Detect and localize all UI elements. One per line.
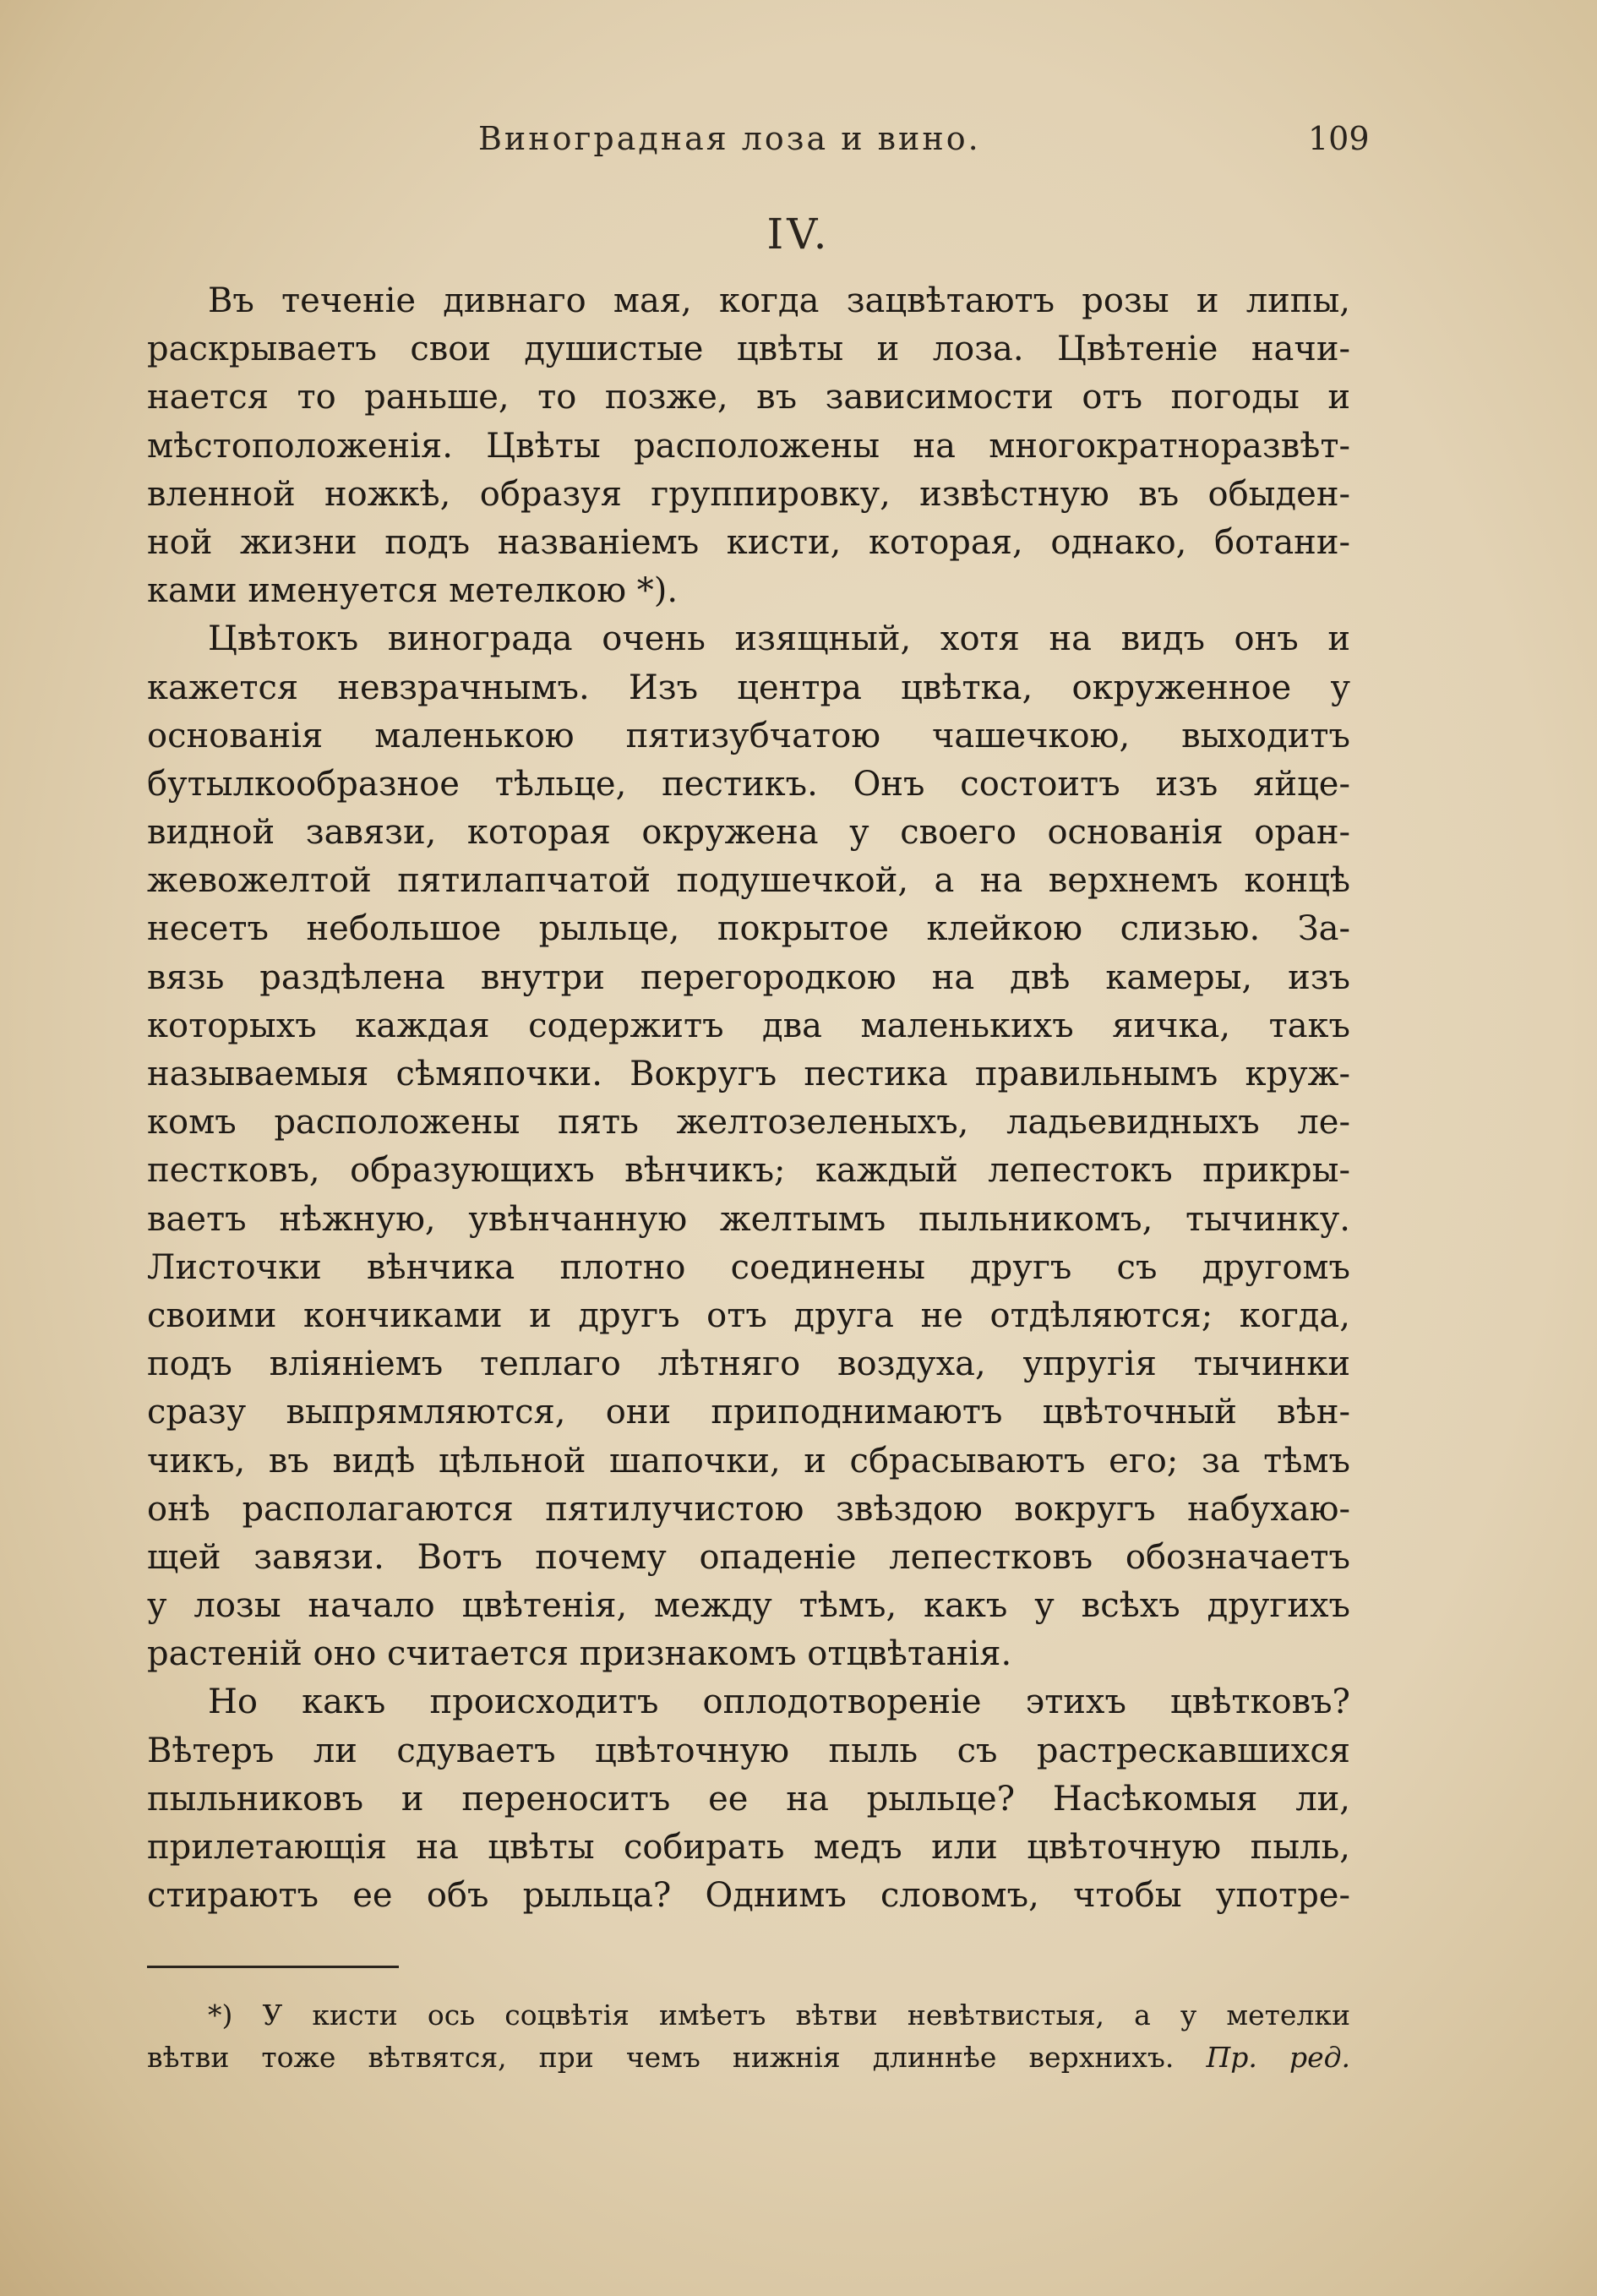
text-line: называемыя сѣмяпочки. Вокругъ пестика правильнымъ круж- <box>147 1055 1350 1093</box>
section-heading: IV. <box>766 210 831 259</box>
footnote-divider <box>147 1966 399 1968</box>
text-line: бутылкообразное тѣльце, пестикъ. Онъ состоитъ изъ яйце- <box>147 764 1350 804</box>
text-line: нается то раньше, то позже, въ зависимости отъ погоды и <box>147 378 1350 417</box>
text-line: кажется невзрачнымъ. Изъ центра цвѣтка, окруженное у <box>147 668 1350 707</box>
text-line: прилетающія на цвѣты собирать медъ или цвѣточную пыль, <box>147 1828 1350 1867</box>
text-line: вязь раздѣлена внутри перегородкою на двѣ камеры, изъ <box>147 957 1350 997</box>
text-line: Вѣтеръ ли сдуваетъ цвѣточную пыль съ растрескавшихся <box>147 1731 1350 1770</box>
text-line: которыхъ каждая содержитъ два маленькихъ яичка, такъ <box>147 1006 1350 1045</box>
text-line: пестковъ, образующихъ вѣнчикъ; каждый лепестокъ прикры- <box>147 1151 1350 1191</box>
text-line: ваетъ нѣжную, увѣнчанную желтымъ пыльникомъ, тычинку. <box>147 1199 1350 1239</box>
text-line: ной жизни подъ названіемъ кисти, которая, однако, ботани- <box>147 522 1350 562</box>
text-line: Цвѣтокъ винограда очень изящный, хотя на видъ онъ и <box>208 619 1350 659</box>
footnote <box>147 1994 1350 2079</box>
editor-credit: Пр. ред. <box>1206 2041 1350 2074</box>
text-line: видной завязи, которая окружена у своего основанія оран- <box>147 813 1350 853</box>
text-line: щей завязи. Вотъ почему опаденіе лепестковъ обозначаетъ <box>147 1537 1350 1577</box>
text-line: основанія маленькою пятизубчатою чашечкою, выходитъ <box>147 716 1350 755</box>
text-line: сразу выпрямляются, они приподнимаютъ цвѣточный вѣн- <box>147 1393 1350 1432</box>
footnote-text: вѣтви тоже вѣтвятся, при чемъ нижнія длиннѣе верхнихъ. <box>147 2041 1175 2074</box>
text-line: пыльниковъ и переноситъ ее на рыльце? Насѣкомыя ли, <box>147 1779 1350 1819</box>
text-line: вленной ножкѣ, образуя группировку, извѣстную въ обыден- <box>147 474 1350 514</box>
text-line: растеній оно считается признакомъ отцвѣтанія. <box>147 1634 1012 1674</box>
body-text <box>147 277 1350 1920</box>
text-line: Листочки вѣнчика плотно соединены другъ съ другомъ <box>147 1247 1350 1287</box>
running-title: Виноградная лоза и вино. <box>478 120 981 157</box>
text-line: несетъ небольшое рыльце, покрытое клейкою слизью. За- <box>147 909 1350 949</box>
text-line: Въ теченіе дивнаго мая, когда зацвѣтаютъ розы и липы, <box>208 281 1350 320</box>
text-line: комъ расположены пять желтозеленыхъ, ладьевидныхъ ле- <box>147 1103 1350 1143</box>
text-line: чикъ, въ видѣ цѣльной шапочки, и сбрасываютъ его; за тѣмъ <box>147 1441 1350 1481</box>
text-line: стираютъ ее объ рыльца? Однимъ словомъ, чтобы употре- <box>147 1876 1350 1916</box>
text-line: ками именуется метелкою *). <box>147 571 679 611</box>
text-line: Но какъ происходитъ оплодотвореніе этихъ цвѣтковъ? <box>208 1682 1350 1722</box>
footnote-line <box>147 2037 1350 2079</box>
page-number: 109 <box>1308 120 1370 157</box>
text-line: своими кончиками и другъ отъ друга не отдѣляются; когда, <box>147 1295 1350 1335</box>
text-line: онѣ располагаются пятилучистою звѣздою вокругъ набухаю- <box>147 1489 1350 1529</box>
text-line: мѣстоположенія. Цвѣты расположены на многократноразвѣт- <box>147 426 1350 466</box>
text-line: у лозы начало цвѣтенія, между тѣмъ, какъ у всѣхъ другихъ <box>147 1586 1350 1626</box>
text-line: подъ вліяніемъ теплаго лѣтняго воздуха, упругія тычинки <box>147 1344 1350 1384</box>
footnote-line: *) У кисти ось соцвѣтія имѣетъ вѣтви невѣтвистыя, а у метелки <box>208 1999 1350 2031</box>
text-line: жевожелтой пятилапчатой подушечкой, а на верхнемъ концѣ <box>147 861 1350 901</box>
text-line: раскрываетъ свои душистые цвѣты и лоза. Цвѣтеніе начи- <box>147 330 1350 369</box>
